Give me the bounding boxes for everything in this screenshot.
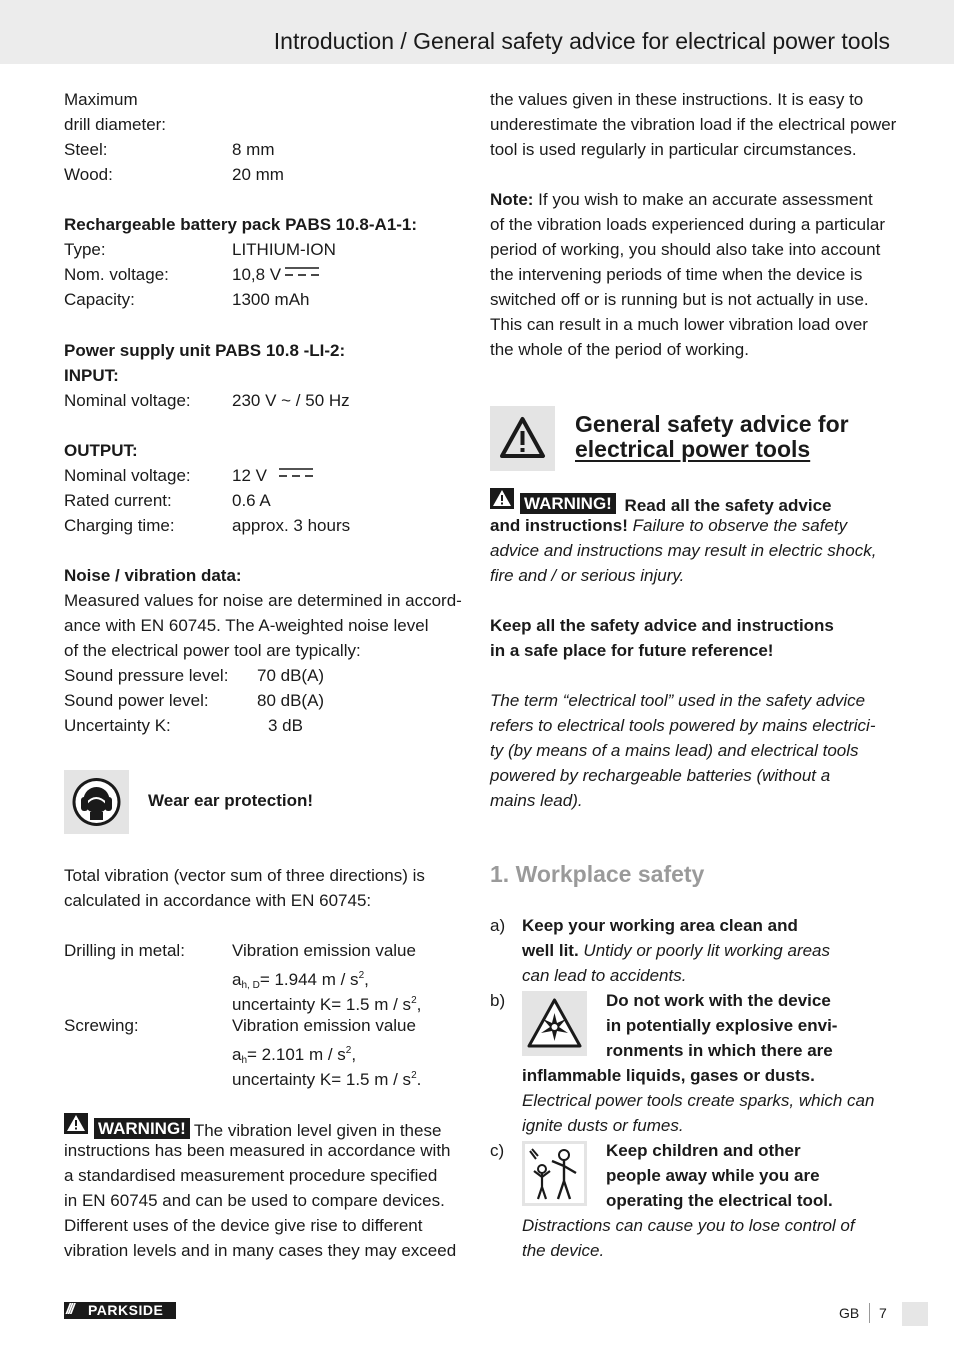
item-b-line: ronments in which there are: [606, 1041, 833, 1060]
footer-tab: [902, 1302, 928, 1326]
screwing-label: Screwing:: [64, 1016, 139, 1035]
steel-value: 8 mm: [232, 140, 275, 159]
continuation-line: the values given in these instructions. It is easy to: [490, 90, 864, 109]
drilling-emission-value: $a_{h, D}= 1.944$ m / $s^2$,: [232, 970, 369, 991]
input-voltage-value: 230 V ~ / 50 Hz: [232, 391, 350, 410]
spl-value: 70 dB(A): [257, 666, 325, 685]
vibration-intro-line: calculated in accordance with EN 60745:: [64, 891, 372, 910]
term-line: The term “electrical tool” used in the safety advice: [490, 691, 866, 710]
vibration-warning-line: in EN 60745 and can be used to compare devices.: [64, 1191, 445, 1210]
item-b-line: Do not work with the device: [606, 991, 831, 1010]
uncertainty-value: 3 dB: [268, 716, 303, 735]
screwing-emission-label: Vibration emission value: [232, 1016, 416, 1035]
item-b-line: in potentially explosive envi-: [606, 1016, 838, 1035]
current-value: 0.6 A: [232, 491, 271, 510]
item-a-line: Keep your working area clean and: [522, 916, 798, 935]
page-number: 7: [879, 1305, 887, 1321]
page-title: Introduction / General safety advice for electrical power tools: [273, 28, 890, 54]
item-b-letter: b): [490, 991, 506, 1010]
swl-value: 80 dB(A): [257, 691, 325, 710]
note-line: period of working, you should also take into account: [490, 240, 881, 259]
charging-label: Charging time:: [64, 516, 175, 535]
safety-heading-line-2: electrical power tools: [575, 436, 811, 462]
continuation-line: underestimate the vibration load if the electrical power: [490, 115, 897, 134]
warning-triangle-icon: [64, 1113, 88, 1134]
drilling-label: Drilling in metal:: [64, 941, 185, 960]
section-title: 1. Workplace safety: [490, 861, 705, 887]
battery-type-label: Type:: [64, 240, 106, 259]
item-a-line: well lit. Untidy or poorly lit working areas: [522, 941, 831, 960]
safety-warning-line: fire and / or serious injury.: [490, 566, 685, 585]
output-heading: OUTPUT:: [64, 441, 138, 460]
dc-symbol-icon: [285, 266, 319, 278]
noise-text-line: ance with EN 60745. The A-weighted noise level: [64, 616, 429, 635]
vibration-warning-first: WARNING! The vibration level given in these: [64, 1113, 441, 1143]
term-line: mains lead).: [490, 791, 583, 810]
vibration-warning-line: instructions has been measured in accordance with: [64, 1141, 451, 1160]
drill-label-2: drill diameter:: [64, 115, 167, 134]
spl-label: Sound pressure level:: [64, 666, 229, 685]
warning-badge: WARNING!: [94, 1118, 190, 1139]
keep-advice-line: Keep all the safety advice and instructions: [490, 616, 834, 635]
noise-heading: Noise / vibration data:: [64, 566, 242, 585]
note-label: Note:: [490, 190, 534, 209]
item-c-line: people away while you are: [606, 1166, 820, 1185]
ear-protection-icon: [64, 770, 129, 834]
footer-divider: [869, 1303, 870, 1323]
drilling-emission-label: Vibration emission value: [232, 941, 416, 960]
screwing-emission-value: $a_h= 2.101$ m / $s^2$,: [232, 1045, 357, 1066]
vibration-warning-line: vibration levels and in many cases they may exceed: [64, 1241, 457, 1260]
warning-badge: WARNING!: [520, 493, 616, 514]
note-line: the whole of the period of working.: [490, 340, 749, 359]
battery-voltage-row: [232, 262, 319, 287]
noise-text-line: Measured values for noise are determined in accord-: [64, 591, 462, 610]
parkside-logo: /// PARKSIDE: [64, 1302, 176, 1319]
output-voltage-row: [232, 463, 313, 488]
vibration-warning-line: Different uses of the device give rise to different: [64, 1216, 423, 1235]
uncertainty-label: Uncertainty K:: [64, 716, 171, 735]
item-c-line: Keep children and other: [606, 1141, 801, 1160]
continuation-line: tool is used regularly in particular circumstances.: [490, 140, 857, 159]
item-c-letter: c): [490, 1141, 505, 1160]
output-voltage-label: Nominal voltage:: [64, 466, 191, 485]
warning-triangle-icon: [490, 488, 514, 509]
term-line: refers to electrical tools powered by mains electrici-: [490, 716, 876, 735]
wood-value: 20 mm: [232, 165, 284, 184]
battery-heading: Rechargeable battery pack PABS 10.8-A1-1:: [64, 215, 418, 234]
output-voltage-value: 12 V: [232, 466, 267, 485]
safety-heading-line-1: General safety advice for: [575, 411, 849, 437]
battery-capacity-label: Capacity:: [64, 290, 135, 309]
keep-children-away-icon: [522, 1141, 587, 1206]
safety-warning-first: WARNING! Read all the safety advice: [490, 488, 831, 518]
battery-voltage-value: 10,8 V: [232, 265, 282, 284]
explosive-atmosphere-icon: [522, 991, 587, 1056]
keep-advice-line: in a safe place for future reference!: [490, 641, 774, 660]
vibration-warning-line: a standardised measurement procedure specified: [64, 1166, 438, 1185]
input-voltage-label: Nominal voltage:: [64, 391, 191, 410]
item-a-letter: a): [490, 916, 506, 935]
wood-label: Wood:: [64, 165, 113, 184]
note-line: of the vibration loads experienced during a particular: [490, 215, 886, 234]
battery-type-value: LITHIUM-ION: [232, 240, 336, 259]
note-first-line: Note: If you wish to make an accurate assessment: [490, 190, 873, 209]
note-line: switched off or is running but is not actually in use.: [490, 290, 869, 309]
drilling-uncertainty: uncertainty K= 1.5 m / $s^2$,: [232, 995, 422, 1014]
warning-triangle-large-icon: [490, 406, 555, 471]
item-c-line: Distractions can cause you to lose control of: [522, 1216, 855, 1235]
item-b-line: Electrical power tools create sparks, which can: [522, 1091, 875, 1110]
charging-value: approx. 3 hours: [232, 516, 351, 535]
steel-label: Steel:: [64, 140, 108, 159]
current-label: Rated current:: [64, 491, 172, 510]
item-c-line: the device.: [522, 1241, 605, 1260]
battery-capacity-value: 1300 mAh: [232, 290, 310, 309]
dc-symbol-icon: [279, 467, 313, 479]
swl-label: Sound power level:: [64, 691, 209, 710]
item-c-line: operating the electrical tool.: [606, 1191, 833, 1210]
psu-heading: Power supply unit PABS 10.8 -LI-2:: [64, 341, 346, 360]
note-line: the intervening periods of time when the device is: [490, 265, 863, 284]
safety-warning-line: advice and instructions may result in electric shock,: [490, 541, 877, 560]
vibration-intro-line: Total vibration (vector sum of three directions) is: [64, 866, 425, 885]
ear-protection-label: Wear ear protection!: [148, 791, 314, 810]
battery-voltage-label: Nom. voltage:: [64, 265, 169, 284]
safety-warning-line: and instructions! Failure to observe the safety: [490, 516, 848, 535]
language-code: GB: [839, 1305, 860, 1321]
item-a-line: can lead to accidents.: [522, 966, 687, 985]
item-b-line: ignite dusts or fumes.: [522, 1116, 684, 1135]
term-line: ty (by means of a mains lead) and electrical tools: [490, 741, 859, 760]
screwing-uncertainty: uncertainty K= 1.5 m / $s^2$.: [232, 1070, 422, 1089]
noise-text-line: of the electrical power tool are typically:: [64, 641, 361, 660]
drill-label-1: Maximum: [64, 90, 138, 109]
input-heading: INPUT:: [64, 366, 119, 385]
note-line: This can result in a much lower vibration load over: [490, 315, 868, 334]
item-b-line: inflammable liquids, gases or dusts.: [522, 1066, 815, 1085]
term-line: powered by rechargeable batteries (without a: [490, 766, 831, 785]
